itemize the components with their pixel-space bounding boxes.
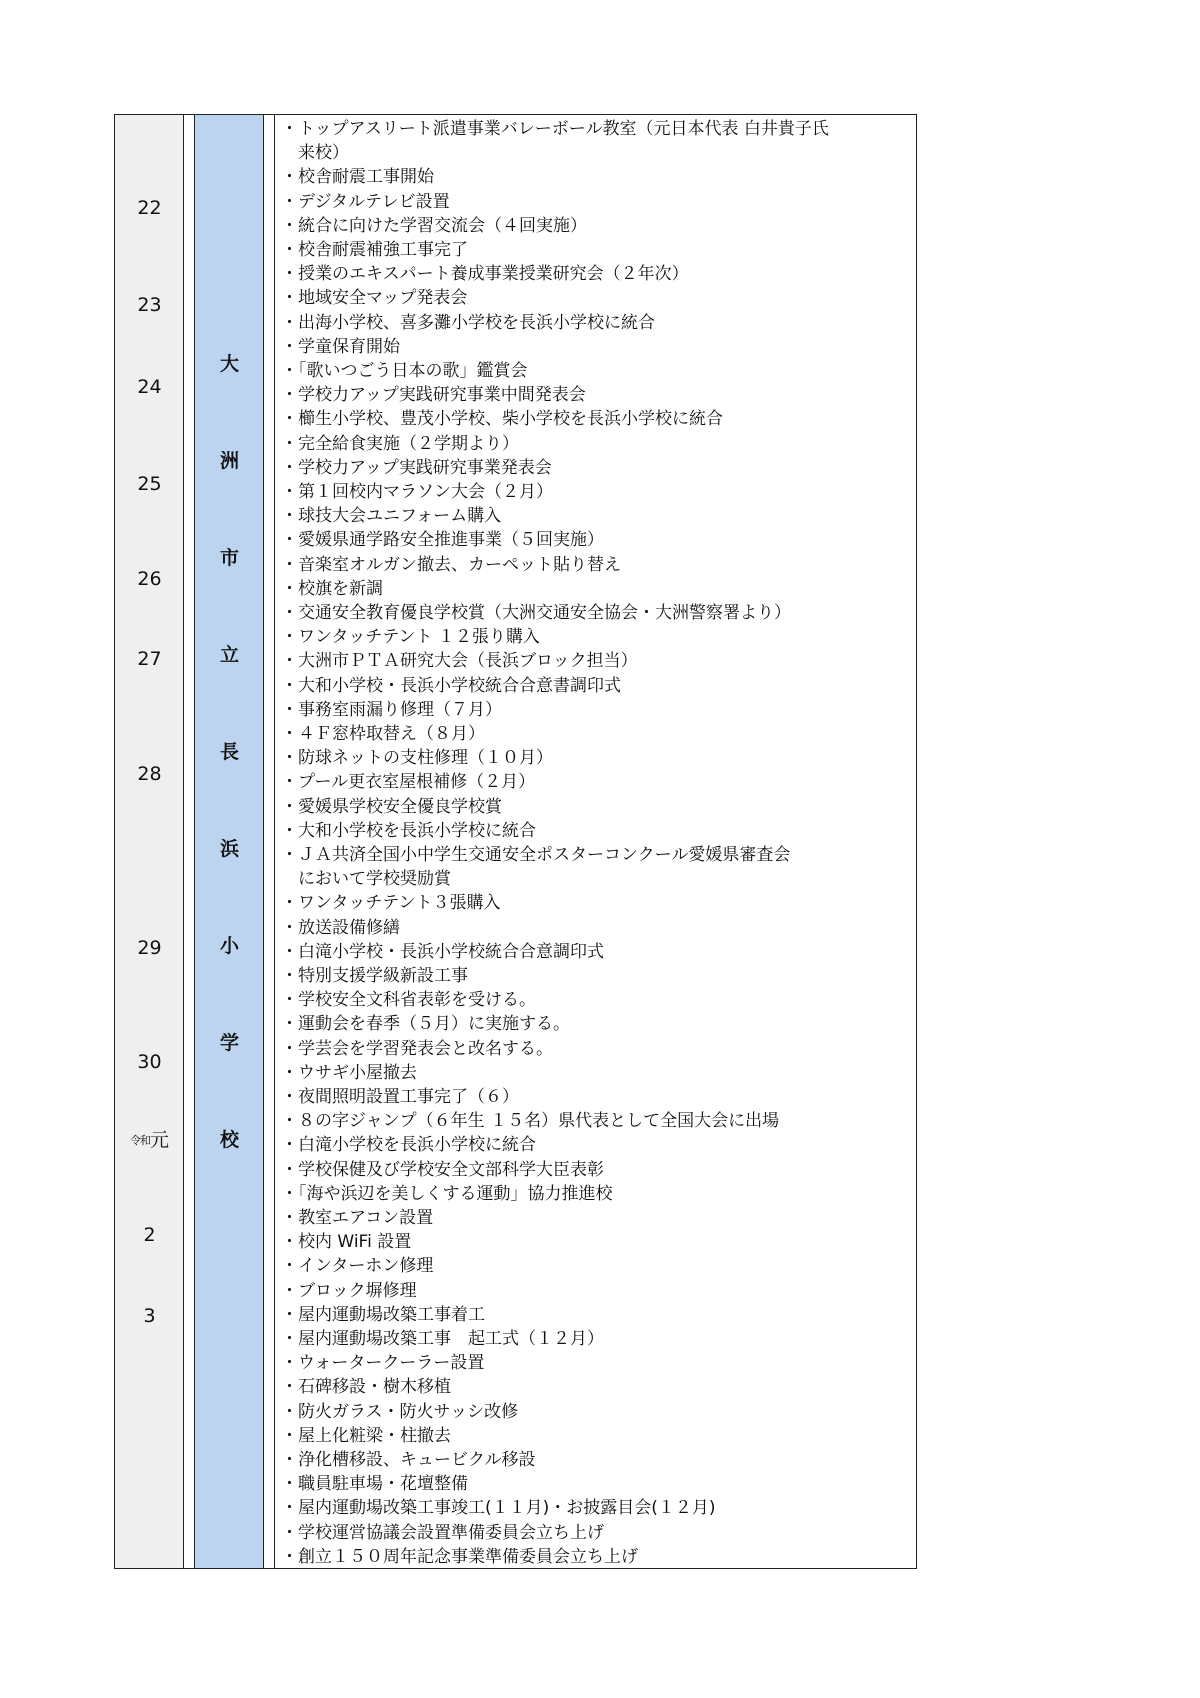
column-spacer — [184, 115, 195, 1568]
event-item: ・球技大会ユニフォーム購入 — [281, 506, 502, 527]
event-item: ・学校力アップ実践研究事業発表会 — [281, 457, 552, 478]
year-label — [115, 293, 184, 317]
event-item: ・大和小学校を長浜小学校に統合 — [281, 820, 536, 841]
event-item: ・屋内運動場改築工事着工 — [281, 1304, 485, 1325]
event-item: ・トップアスリート派遣事業バレーボール教室（元日本代表 白井貴子氏 — [281, 119, 829, 139]
event-item: ・防火ガラス・防火サッシ改修 — [281, 1401, 519, 1422]
event-item: ・学芸会を学習発表会と改名する。 — [281, 1038, 553, 1059]
history-table — [114, 114, 917, 1569]
event-item: ・校旗を新調 — [281, 578, 383, 599]
event-item: ・ブロック塀修理 — [281, 1280, 417, 1301]
event-item: ・白滝小学校・長浜小学校統合合意調印式 — [281, 941, 604, 962]
year-number: 29 — [137, 937, 162, 959]
event-continuation-line: において学校奨励賞 — [298, 869, 451, 890]
event-item: ・音楽室オルガン撤去、カーペット貼り替え — [281, 554, 621, 575]
event-item: ・ワンタッチテント３張購入 — [281, 893, 501, 914]
event-item: ・学校力アップ実践研究事業中間発表会 — [281, 385, 586, 406]
event-item: ・学校保健及び学校安全文部科学大臣表彰 — [281, 1159, 604, 1180]
event-item: ・ウォータークーラー設置 — [281, 1353, 485, 1374]
event-item: ・櫛生小学校、豊茂小学校、柴小学校を長浜小学校に統合 — [281, 409, 723, 430]
event-item: ・校舎耐震工事開始 — [281, 167, 434, 188]
year-label — [115, 375, 184, 399]
school-name-char: 洲 — [219, 450, 239, 472]
school-name-column — [195, 115, 264, 1568]
event-item: ・事務室雨漏り修理（７月） — [281, 699, 502, 720]
school-name-char: 小 — [219, 935, 239, 957]
event-item: ・第１回校内マラソン大会（２月） — [281, 482, 553, 502]
year-number: 26 — [137, 568, 162, 590]
event-item: ・特別支援学級新設工事 — [281, 966, 468, 986]
year-label — [115, 1050, 184, 1074]
event-item: ・浄化槽移設、キュービクル移設 — [281, 1450, 536, 1470]
event-item: ・プール更衣室屋根補修（２月） — [281, 772, 536, 793]
year-label — [115, 1304, 184, 1328]
event-item: ・ウサギ小屋撤去 — [281, 1062, 417, 1083]
year-label — [115, 1223, 184, 1247]
events-column — [275, 115, 916, 1568]
school-name-char: 学 — [219, 1032, 239, 1054]
event-item: ・屋内運動場改築工事 起工式（１２月） — [281, 1329, 604, 1349]
event-item: ・屋内運動場改築工事竣工(１１月)・お披露目会(１２月) — [281, 1498, 716, 1519]
event-item: ・大洲市ＰＴＡ研究大会（長浜ブロック担当） — [281, 651, 638, 672]
school-name-char: 長 — [219, 741, 239, 763]
event-item: ・夜間照明設置工事完了（６） — [281, 1087, 519, 1107]
year-number: 27 — [137, 648, 162, 670]
event-item: ・校舎耐震補強工事完了 — [281, 240, 468, 260]
event-item: ・防球ネットの支柱修理（１０月） — [281, 748, 553, 769]
year-label — [115, 196, 184, 220]
event-continuation-line: 来校） — [298, 143, 349, 164]
school-name-char: 浜 — [219, 838, 239, 860]
year-number: 元 — [149, 1129, 169, 1151]
event-item: ・学校安全文科省表彰を受ける。 — [281, 990, 536, 1011]
event-item: ・愛媛県学校安全優良学校賞 — [281, 796, 502, 817]
event-item: ・出海小学校、喜多灘小学校を長浜小学校に統合 — [281, 312, 655, 333]
event-item: ・統合に向けた学習交流会（４回実施） — [281, 215, 587, 236]
event-item: ・授業のエキスパート養成事業授業研究会（２年次） — [281, 264, 689, 285]
year-number: 24 — [137, 376, 162, 398]
school-name-char: 校 — [219, 1129, 239, 1151]
year-label — [115, 762, 184, 786]
year-number: 2 — [143, 1224, 156, 1246]
school-name-char: 立 — [219, 644, 239, 666]
event-item: ・ＪＡ共済全国小中学生交通安全ポスターコンクール愛媛県審査会 — [281, 845, 791, 865]
school-name-char: 大 — [219, 353, 239, 375]
year-label — [115, 936, 184, 960]
event-item: ・ワンタッチテント １２張り購入 — [281, 627, 540, 648]
event-item: ・石碑移設・樹木移植 — [281, 1377, 451, 1398]
event-item: ・白滝小学校を長浜小学校に統合 — [281, 1135, 536, 1156]
event-item: ・教室エアコン設置 — [281, 1208, 434, 1228]
year-number: 28 — [137, 763, 162, 785]
event-item: ・８の字ジャンプ（６年生 １５名）県代表として全国大会に出場 — [281, 1111, 780, 1132]
year-label — [115, 1128, 184, 1152]
event-item: ・４Ｆ窓枠取替え（８月） — [281, 724, 485, 744]
event-item: ・デジタルテレビ設置 — [281, 191, 450, 212]
year-label — [115, 472, 184, 496]
year-number: 23 — [137, 294, 162, 316]
year-label — [115, 567, 184, 591]
school-name-char: 市 — [219, 547, 239, 569]
event-item: ・学校運営協議会設置準備委員会立ち上げ — [281, 1522, 604, 1543]
event-item: ・「歌いつごう日本の歌」鑑賞会 — [281, 361, 528, 381]
event-item: ・地域安全マップ発表会 — [281, 288, 468, 309]
year-number: 22 — [137, 197, 162, 219]
event-item: ・大和小学校・長浜小学校統合合意書調印式 — [281, 675, 621, 696]
event-item: ・運動会を春季（５月）に実施する。 — [281, 1014, 570, 1035]
event-item: ・職員駐車場・花壇整備 — [281, 1474, 468, 1495]
column-spacer — [264, 115, 275, 1568]
event-item: ・インターホン修理 — [281, 1256, 434, 1277]
event-item: ・屋上化粧梁・柱撤去 — [281, 1425, 451, 1446]
year-number: 25 — [137, 473, 162, 495]
event-item: ・校内 WiFi 設置 — [281, 1232, 412, 1253]
year-column — [115, 115, 184, 1568]
event-item: ・学童保育開始 — [281, 336, 400, 357]
era-label: 令和 — [129, 1134, 150, 1147]
year-number: 3 — [143, 1305, 156, 1327]
event-item: ・愛媛県通学路安全推進事業（５回実施） — [281, 530, 604, 551]
event-item: ・完全給食実施（２学期より） — [281, 433, 519, 454]
event-item: ・「海や浜辺を美しくする運動」協力推進校 — [281, 1183, 613, 1204]
event-item: ・放送設備修繕 — [281, 917, 400, 938]
event-item: ・交通安全教育優良学校賞（大洲交通安全協会・大洲警察署より） — [281, 603, 791, 623]
year-number: 30 — [137, 1051, 162, 1073]
event-item: ・創立１５０周年記念事業準備委員会立ち上げ — [281, 1546, 638, 1567]
year-label — [115, 647, 184, 671]
